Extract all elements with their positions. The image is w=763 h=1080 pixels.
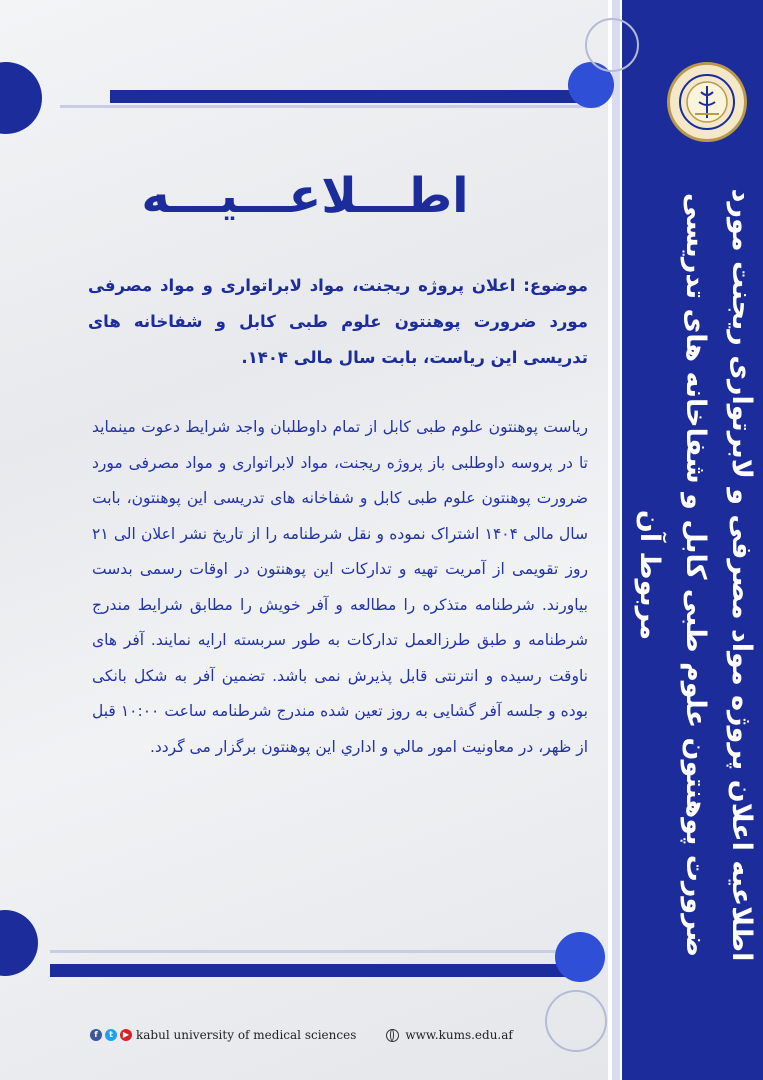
globe-icon <box>386 1029 399 1042</box>
strip-light-edge <box>612 0 620 1080</box>
decor-line-top <box>60 105 600 108</box>
announcement-subject: موضوع: اعلان پروژه ریجنت، مواد لابراتواری و مواد مصرفی مورد ضرورت پوهنتون علوم طبی کابل و شفاخانه های تدریسی این ریاست، بابت سال مالی ۱۴۰۴. <box>88 276 588 367</box>
decor-circle-right-bottom <box>555 932 605 982</box>
university-logo-icon <box>667 62 747 142</box>
decor-bar-top <box>110 90 580 103</box>
website-link[interactable]: www.kums.edu.af <box>405 1028 513 1042</box>
social-icons <box>90 1029 132 1041</box>
decor-bar-bottom <box>50 964 570 977</box>
announcement-body: ریاست پوهنتون علوم طبی کابل از تمام داوطلبان واجد شرایط دعوت مینماید تا در پروسه داوطلبی باز پروژه ریجنت، مواد لابراتواری و مواد مصرفی مورد ضرورت پوهنتون علوم طبی کابل و شفاخانه های تدریسی این پوهنتون، بابت سال مالی ۱۴۰۴ اشتراک نموده و نقل شرطنامه را از تاریخ نشر اعلان الی ۲۱ روز تقویمی از آمریت تهیه و تدارکات این پوهنتون در اوقات رسمی بدست بیاورند. شرطنامه متذکره را مطالعه و آفر خویش را مطابق شرایط مندرج شرطنامه و طبق طرزالعمل تدارکات به طور سربسته ارایه نمایند. آفر های ناوقت رسیده و انترنتی قابل پذیرش نمی باشد. تضمین آفر به شکل بانکی بوده و جلسه آفر گشایی به روز تعین شده مندرج شرطنامه ساعت ۱۰:۰۰ قبل از ظهر، در معاونیت امور مالي و اداري این پوهنتون برگزار می گردد. <box>92 418 588 756</box>
decor-line-bottom <box>50 950 590 953</box>
page-heading: اطـــلاعـــیـــه <box>141 168 469 224</box>
university-name: kabul university of medical sciences <box>136 1028 357 1042</box>
youtube-icon[interactable]: ▶ <box>120 1029 132 1041</box>
decor-ring-top <box>585 18 639 72</box>
footer <box>90 1025 610 1045</box>
side-title: اطلاعیه اعلان پروژه مواد مصرفی و لابرتواری ریجنت مورد ضرورت پوهنتون علوم طبی کابل و شفاخانه های تدریسی مربوط آن <box>634 188 757 962</box>
facebook-icon[interactable]: f <box>90 1029 102 1041</box>
side-title-container <box>634 150 757 1000</box>
twitter-icon[interactable]: t <box>105 1029 117 1041</box>
